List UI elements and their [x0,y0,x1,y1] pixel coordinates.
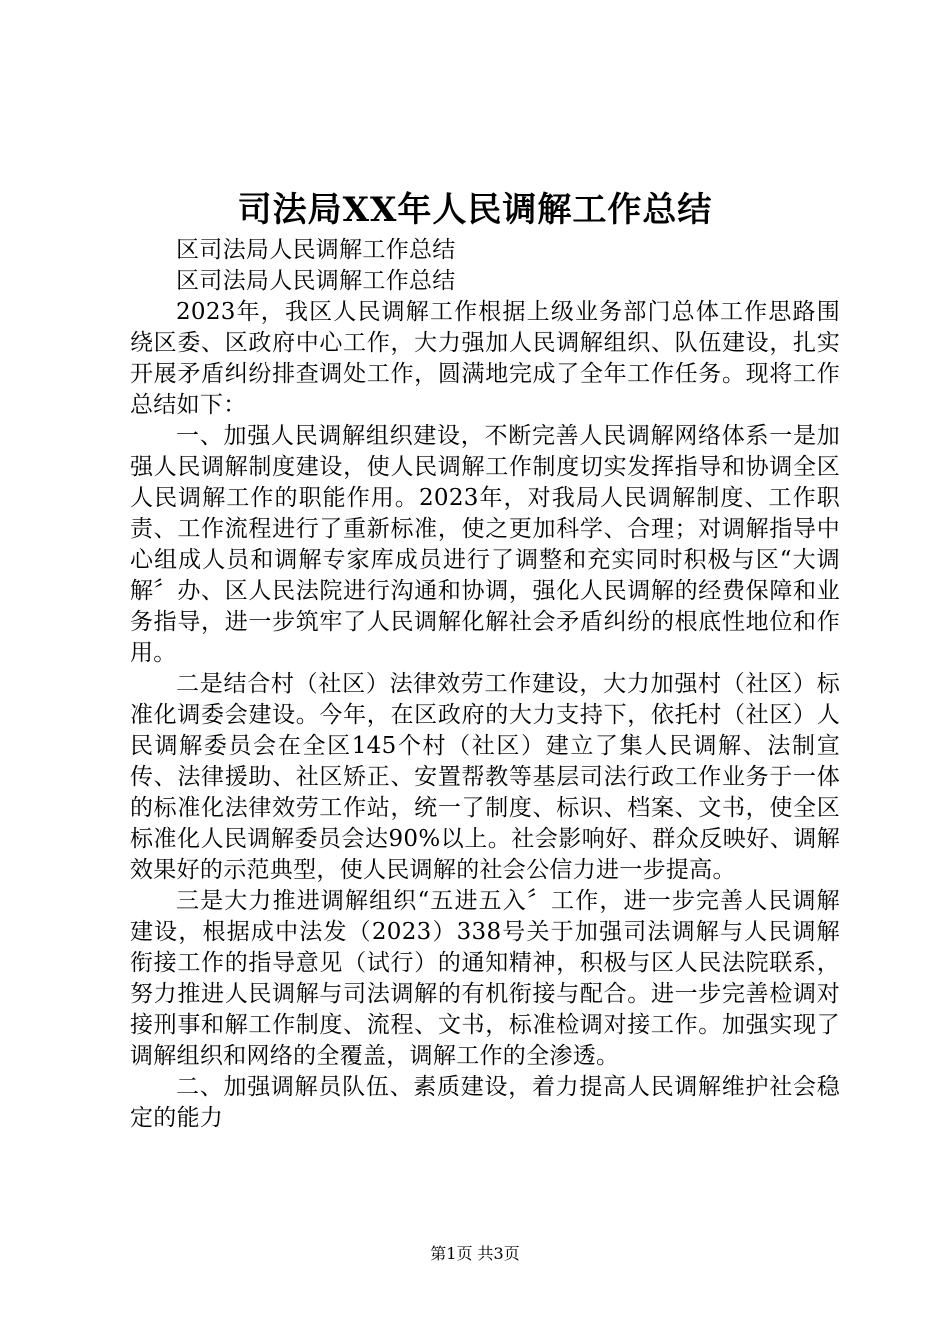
page-footer: 第1页 共3页 [430,1244,520,1263]
paragraph-section-2-heading: 二、加强调解员队伍、素质建设，着力提高人民调解维护社会稳定的能力 [130,1074,840,1131]
document-body [130,235,840,1134]
document-title: 司法局XX年人民调解工作总结 [237,190,713,230]
paragraph-section-1-point-3: 三是大力推进调解组织“五进五入〞工作，进一步完善人民调解建设，根据成中法发（2023）338号关于加强司法调解与人民调解衔接工作的指导意见（试行）的通知精神，积极与区人民法院联系，努力推进人民调解与司法调解的有机衔接与配合。进一步完善检调对接刑事和解工作制度、流程、文书，标准检调对接工作。加强实现了调解组织和网络的全覆盖，调解工作的全渗透。 [130,888,840,1069]
paragraph-section-1: 一、加强人民调解组织建设，不断完善人民调解网络体系一是加强人民调解制度建设，使人民调解工作制度切实发挥指导和协调全区人民调解工作的职能作用。2023年，对我局人民调解制度、工作职责、工作流程进行了重新标准，使之更加科学、合理；对调解指导中心组成人员和调解专家库成员进行了调整和充实同时积极与区“大调解〞办、区人民法院进行沟通和协调，强化人民调解的经费保障和业务指导，进一步筑牢了人民调解化解社会矛盾纠纷的根底性地位和作用。 [130,423,840,666]
paragraph-subtitle-1: 区司法局人民调解工作总结 [176,237,456,263]
paragraph-intro: 2023年，我区人民调解工作根据上级业务部门总体工作思路围绕区委、区政府中心工作，大力强加人民调解组织、队伍建设，扎实开展矛盾纠纷排查调处工作，圆满地完成了全年工作任务。现将工作总结如下： [130,299,840,418]
paragraph-subtitle-2: 区司法局人民调解工作总结 [176,268,456,294]
paragraph-section-1-point-2: 二是结合村（社区）法律效劳工作建设，大力加强村（社区）标准化调委会建设。今年，在区政府的大力支持下，依托村（社区）人民调解委员会在全区145个村（社区）建立了集人民调解、法制宣传、法律援助、社区矫正、安置帮教等基层司法行政工作业务于一体的标准化法律效劳工作站，统一了制度、标识、档案、文书，使全区标准化人民调解委员会达90%以上。社会影响好、群众反映好、调解效果好的示范典型，使人民调解的社会公信力进一步提高。 [130,671,840,883]
